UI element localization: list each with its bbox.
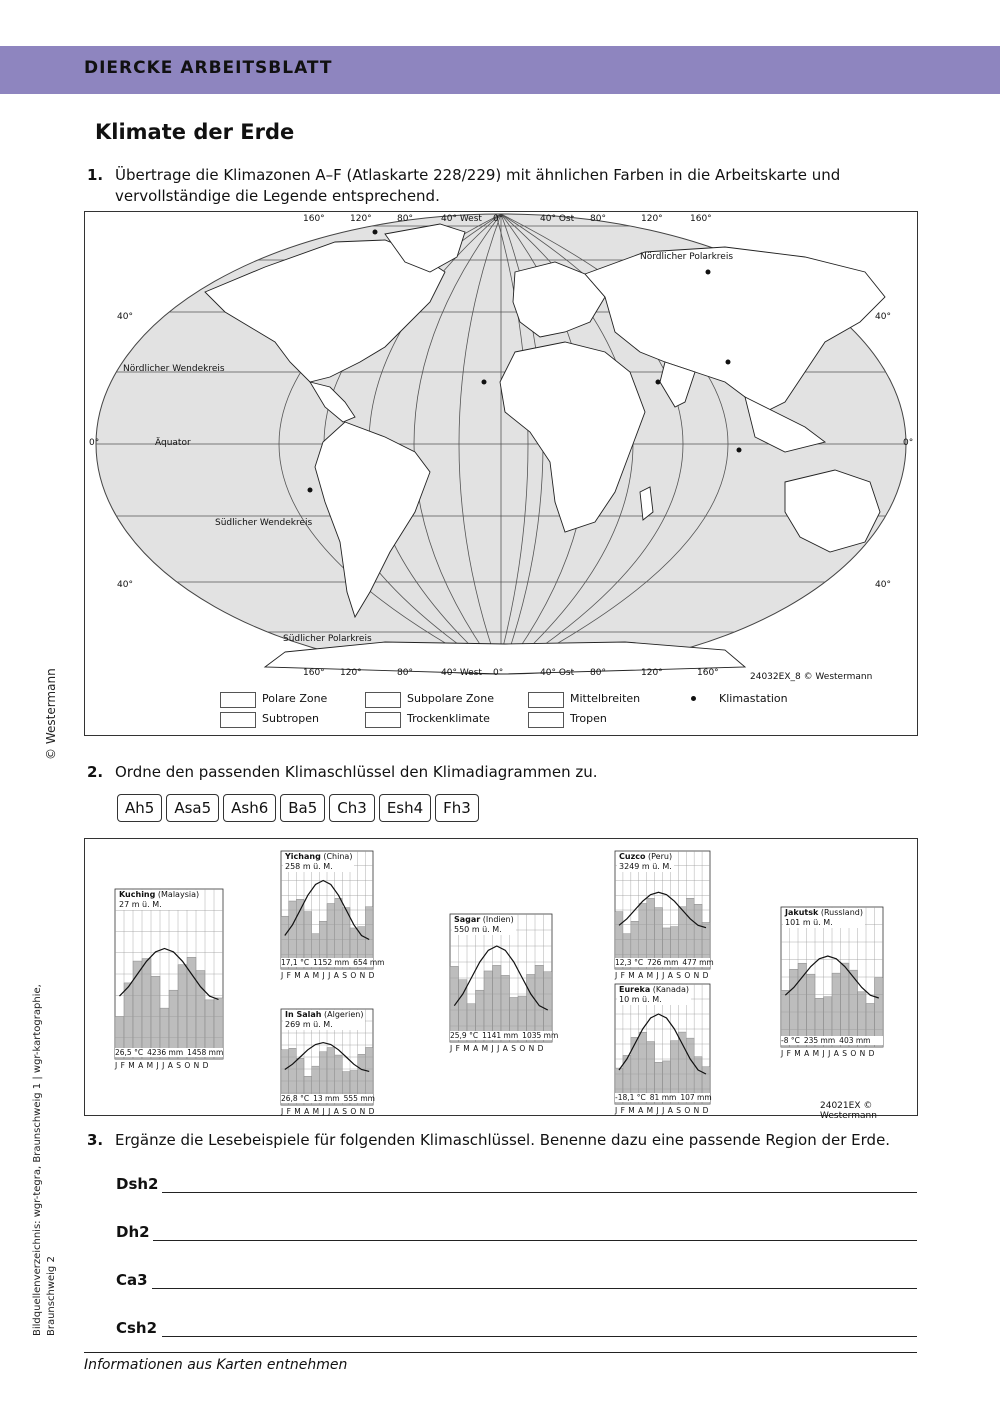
station-altitude: 27 m ü. M. xyxy=(119,900,162,909)
key-ah5[interactable]: Ah5 xyxy=(117,794,162,822)
station-extra: 477 mm xyxy=(682,958,714,967)
climate-diagram[interactable] xyxy=(281,1009,373,1129)
map-lon-top-80w: 80° xyxy=(397,214,413,224)
month-labels: J F M A M J J A S O N D xyxy=(615,971,709,980)
station-extra: 1458 mm xyxy=(187,1048,224,1057)
precipitation-bar xyxy=(151,976,160,1059)
precipitation-bar xyxy=(133,961,142,1059)
legend-swatch[interactable] xyxy=(220,692,256,708)
station-prec: 4236 mm xyxy=(147,1048,184,1057)
month-labels: J F M A M J J A S O N D xyxy=(115,1061,209,1070)
station-name: Sagar xyxy=(454,915,481,924)
station-summary xyxy=(615,1093,710,1102)
climate-diagram-plot xyxy=(115,889,223,1059)
month-labels: J F M A M J J A S O N D xyxy=(281,971,375,980)
station-title xyxy=(283,852,354,872)
antarctica xyxy=(265,642,745,674)
month-labels: J F M A M J J A S O N D xyxy=(281,1107,375,1116)
map-lon-bottom-160e: 160° xyxy=(697,668,719,678)
map-tropic-north-label: Nördlicher Wendekreis xyxy=(123,364,225,374)
key-asa5[interactable]: Asa5 xyxy=(166,794,219,822)
station-title xyxy=(117,890,201,910)
month-labels: J F M A M J J A S O N D xyxy=(450,1044,544,1053)
station-title xyxy=(617,852,674,872)
footer-divider xyxy=(84,1352,917,1353)
task-1-text-line1: Übertrage die Klimazonen A–F (Atlaskarte 228/229) mit ähnlichen Farben in die Arbeitskarte und xyxy=(115,166,841,184)
station-name: Jakutsk xyxy=(785,908,819,917)
station-extra: 1035 mm xyxy=(522,1031,559,1040)
station-temp: -8 °C xyxy=(781,1036,800,1045)
station-altitude: 101 m ü. M. xyxy=(785,918,833,927)
map-credit: 24032EX_8 © Westermann xyxy=(750,672,873,682)
station-prec: 235 mm xyxy=(803,1036,836,1045)
answer-label-ca3: Ca3 xyxy=(116,1271,148,1289)
station-country: (China) xyxy=(323,852,353,861)
key-ba5[interactable]: Ba5 xyxy=(280,794,325,822)
station-country: (Russland) xyxy=(820,908,863,917)
answer-label-csh2: Csh2 xyxy=(116,1319,158,1337)
precipitation-bar xyxy=(841,963,850,1047)
station-summary xyxy=(115,1048,223,1057)
map-lon-top-120w: 120° xyxy=(350,214,372,224)
map-lon-top-80e: 80° xyxy=(590,214,606,224)
station-country: (Algerien) xyxy=(324,1010,364,1019)
map-lon-top-160w: 160° xyxy=(303,214,325,224)
station-temp: -18,1 °C xyxy=(615,1093,646,1102)
climate-diagrams-box xyxy=(84,838,918,1121)
map-lon-top-0: 0° xyxy=(493,214,504,224)
month-labels: J F M A M J J A S O N D xyxy=(615,1106,709,1115)
climate-diagram[interactable] xyxy=(615,984,710,1128)
station-temp: 25,9 °C xyxy=(450,1031,479,1040)
legend-swatch[interactable] xyxy=(528,692,564,708)
station-summary xyxy=(615,958,714,967)
station-country: (Indien) xyxy=(482,915,514,924)
map-lon-bottom-40e: 40° Ost xyxy=(540,668,575,678)
map-lat-40s: 40° xyxy=(117,580,133,590)
map-lon-top-40w: 40° West xyxy=(441,214,482,224)
map-lon-top-120e: 120° xyxy=(641,214,663,224)
station-name: Eureka xyxy=(619,985,651,994)
task-1-text-line2: vervollständige die Legende entsprechend. xyxy=(115,187,440,205)
precipitation-bar xyxy=(196,971,205,1059)
map-lon-top-160e: 160° xyxy=(690,214,712,224)
task-2-text: Ordne den passenden Klimaschlüssel den Klimadiagrammen zu. xyxy=(115,763,598,781)
side-credits-2: Braunschweig 2 xyxy=(46,1256,57,1336)
map-lon-bottom-40w: 40° West xyxy=(441,668,482,678)
station-prec: 81 mm xyxy=(649,1093,677,1102)
station-extra: 654 mm xyxy=(353,958,385,967)
page-title: Klimate der Erde xyxy=(95,120,295,144)
task-3-number: 3. xyxy=(87,1131,104,1149)
header-bar xyxy=(0,46,1000,94)
map-lon-top-40e: 40° Ost xyxy=(540,214,575,224)
diagrams-credit: 24021EX © Westermann xyxy=(820,1101,877,1121)
climate-diagram[interactable] xyxy=(615,851,714,993)
map-lat-0-right: 0° xyxy=(903,438,914,448)
station-country: (Malaysia) xyxy=(157,890,200,899)
climate-key-row xyxy=(117,794,483,822)
station-prec: 1152 mm xyxy=(313,958,350,967)
answer-label-dh2: Dh2 xyxy=(116,1223,150,1241)
key-ch3[interactable]: Ch3 xyxy=(329,794,375,822)
task-1-number: 1. xyxy=(87,166,104,184)
month-labels: J F M A M J J A S O N D xyxy=(781,1049,875,1058)
station-extra: 555 mm xyxy=(343,1094,375,1103)
world-map xyxy=(85,212,917,682)
station-altitude: 3249 m ü. M. xyxy=(619,862,672,871)
task-2-number: 2. xyxy=(87,763,104,781)
map-lon-bottom-80e: 80° xyxy=(590,668,606,678)
station-name: Kuching xyxy=(119,890,156,899)
station-title xyxy=(452,915,516,935)
side-copyright: © Westermann xyxy=(44,668,58,760)
map-lon-bottom-160w: 160° xyxy=(303,668,325,678)
legend-swatch[interactable] xyxy=(220,712,256,728)
map-lon-bottom-80w: 80° xyxy=(397,668,413,678)
map-lat-0-left: 0° xyxy=(89,438,100,448)
header-title: DIERCKE ARBEITSBLATT xyxy=(84,58,333,78)
station-altitude: 10 m ü. M. xyxy=(619,995,662,1004)
station-altitude: 269 m ü. M. xyxy=(285,1020,333,1029)
task-1 xyxy=(87,165,840,207)
legend-swatch[interactable] xyxy=(365,712,401,728)
map-lon-bottom-120w: 120° xyxy=(340,668,362,678)
climate-diagram[interactable] xyxy=(781,907,883,1071)
climate-diagram[interactable] xyxy=(281,851,385,993)
precipitation-bar xyxy=(178,965,187,1059)
station-name: In Salah xyxy=(285,1010,322,1019)
station-title xyxy=(283,1010,365,1030)
station-temp: 26,8 °C xyxy=(281,1094,310,1103)
map-antarctic-label: Südlicher Polarkreis xyxy=(283,634,372,644)
climate-diagram[interactable] xyxy=(450,914,559,1066)
station-title xyxy=(617,985,691,1005)
station-altitude: 550 m ü. M. xyxy=(454,925,502,934)
station-altitude: 258 m ü. M. xyxy=(285,862,333,871)
climate-diagram[interactable] xyxy=(115,889,223,1083)
task-3 xyxy=(87,1130,890,1151)
side-credits-1: Bildquellenverzeichnis: wgr-tegra, Braunschweig 1 | wgr-kartographie, xyxy=(32,984,43,1336)
legend-swatch[interactable] xyxy=(528,712,564,728)
precipitation-bar xyxy=(798,963,807,1047)
station-prec: 726 mm xyxy=(647,958,679,967)
station-name: Cuzco xyxy=(619,852,646,861)
map-tropic-south-label: Südlicher Wendekreis xyxy=(215,518,313,528)
station-summary xyxy=(450,1031,559,1040)
answer-label-dsh2: Dsh2 xyxy=(116,1175,159,1193)
map-equator-label: Äquator xyxy=(155,438,191,448)
map-arctic-label: Nördlicher Polarkreis xyxy=(640,252,734,262)
station-name: Yichang xyxy=(285,852,321,861)
map-lon-bottom-120e: 120° xyxy=(641,668,663,678)
station-title xyxy=(783,908,865,928)
station-extra: 403 mm xyxy=(839,1036,871,1045)
legend-swatch[interactable] xyxy=(365,692,401,708)
station-temp: 12,3 °C xyxy=(615,958,644,967)
answer-line-csh2[interactable] xyxy=(162,1336,917,1337)
precipitation-bar xyxy=(142,959,151,1059)
task-2 xyxy=(87,762,598,783)
climate-diagram-plot xyxy=(781,907,883,1047)
task-3-text: Ergänze die Lesebeispiele für folgenden Klimaschlüssel. Benenne dazu eine passende Region der Erde. xyxy=(115,1131,891,1149)
station-summary xyxy=(781,1036,883,1045)
key-ash6[interactable]: Ash6 xyxy=(223,794,276,822)
answer-line-dsh2[interactable] xyxy=(162,1192,917,1193)
map-lat-40n-right: 40° xyxy=(875,312,891,322)
station-prec: 1141 mm xyxy=(482,1031,519,1040)
station-temp: 17,1 °C xyxy=(281,958,310,967)
station-extra: 107 mm xyxy=(680,1093,712,1102)
station-prec: 13 mm xyxy=(313,1094,340,1103)
precipitation-bar xyxy=(187,957,196,1059)
map-lon-bottom-0: 0° xyxy=(493,668,504,678)
station-summary xyxy=(281,1094,373,1103)
map-box: 160° 120° 80° 40° West 0° 40° Ost 80° 120° 160° 160° 120° 80° 40° West 0° 40° Ost 80° 120° 160° 40° 40° 0° 0° 40° 40° Nördlicher Polarkreis Nördlicher Wendekreis Äquator Südlicher Wendekreis Südlicher Polarkreis 24032EX_8 © Westermann Polare Zone Subpolare Zone Mittelbreiten Subtropen Trockenklimate Tropen Klimastation xyxy=(84,211,918,736)
answer-line-ca3[interactable] xyxy=(152,1288,917,1289)
station-country: (Peru) xyxy=(648,852,673,861)
station-dot-icon xyxy=(691,696,696,701)
answer-line-dh2[interactable] xyxy=(153,1240,917,1241)
station-country: (Kanada) xyxy=(652,985,689,994)
station-temp: 26,5 °C xyxy=(115,1048,144,1057)
key-fh3[interactable]: Fh3 xyxy=(435,794,479,822)
key-esh4[interactable]: Esh4 xyxy=(379,794,431,822)
map-lat-40n: 40° xyxy=(117,312,133,322)
station-summary xyxy=(281,958,385,967)
footer-text: Informationen aus Karten entnehmen xyxy=(84,1357,348,1373)
map-lat-40s-right: 40° xyxy=(875,580,891,590)
